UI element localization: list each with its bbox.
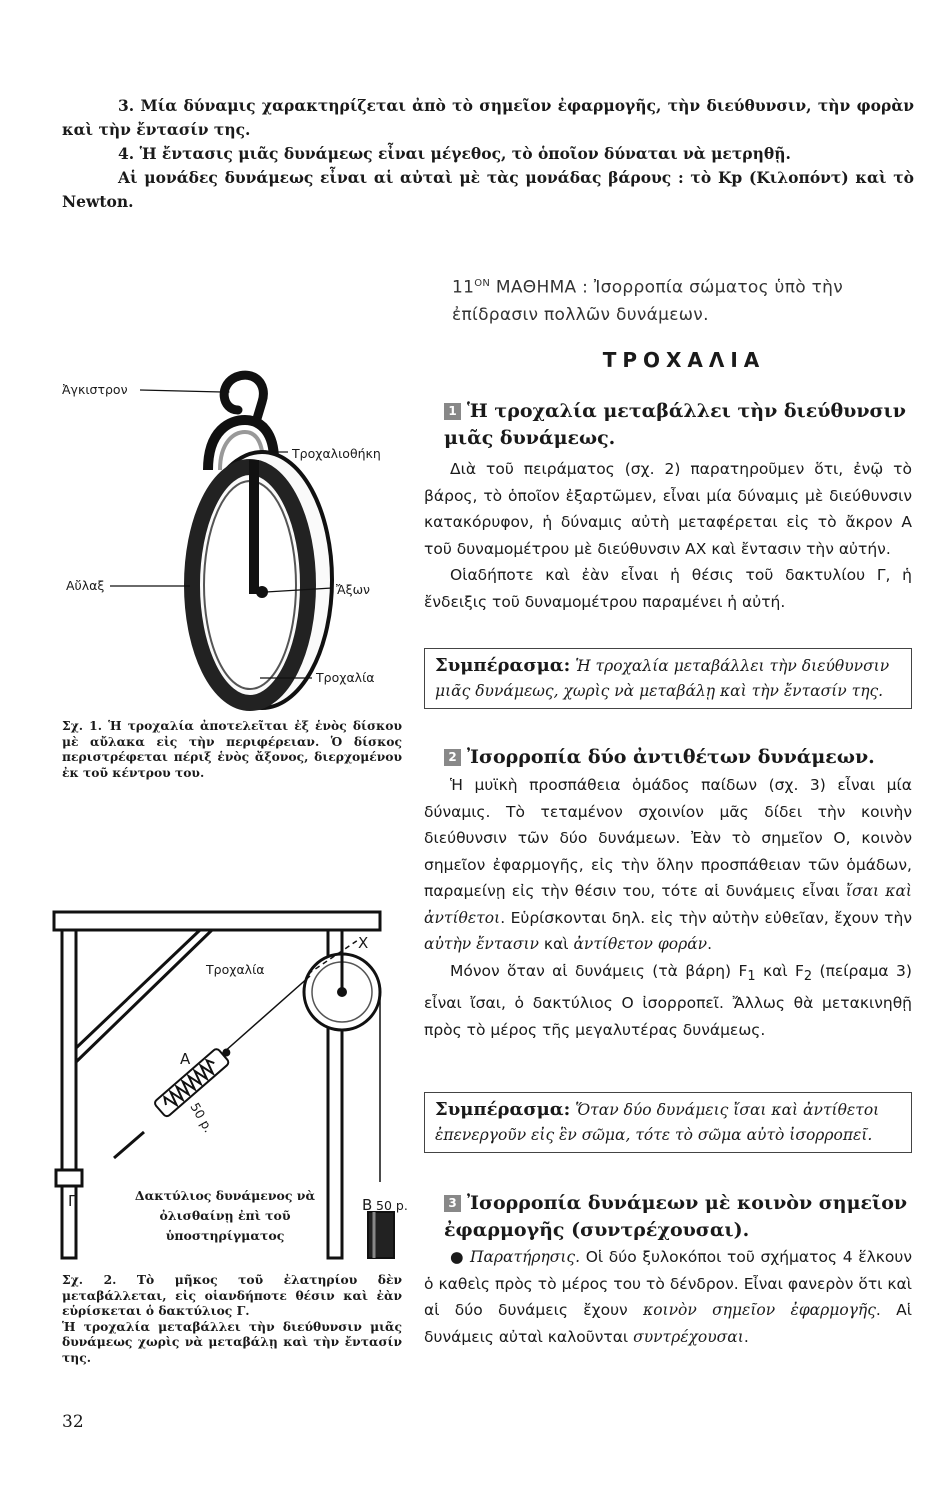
conclusion-box-1 [424,648,912,709]
section-1-para-2: Οἱαδήποτε καὶ ἐὰν εἶναι ἡ θέσις τοῦ δακτυλίου Γ, ἡ ἔνδειξις τοῦ δυναμομέτρου παραμένει ἡ αὐτή. [424,566,912,611]
bullet-icon: ● [450,1248,465,1266]
figure-1-pulley-drawing [40,360,410,720]
section-3-body [424,1244,912,1350]
section-2-title: Ἰσορροπία δύο ἀντιθέτων δυνάμεων. [467,746,875,768]
conclusion-text: Ὅταν δύο δυνάμεις ἴσαι καὶ ἀντίθετοι ἐπενεργοῦν εἰς ἓν σῶμα, τότε τὸ σῶμα αὐτὸ ἰσορροπεῖ. [435,1101,880,1144]
label-reading: 50 p. [187,1099,217,1136]
label-x: Χ [358,934,369,952]
label-weight: 50 p. [376,1198,408,1213]
section-3-title: Ἰσορροπία δυνάμεων μὲ κοινὸν σημεῖον ἐφαρμογῆς (συντρέχουσαι). [444,1192,908,1241]
section-number-badge: 1 [444,403,461,420]
section-2-body [424,772,912,1043]
section-number-badge: 2 [444,749,461,766]
units-paragraph: Αἱ μονάδες δυνάμεως εἶναι αἱ αὐταὶ μὲ τὰς μονάδας βάρους : τὸ Kp (Κιλοπόντ) καὶ τὸ Newton. [62,168,914,211]
section-number-badge: 3 [444,1195,461,1212]
section-2-para-1: Ἡ μυϊκὴ προσπάθεια ὁμάδος παίδων (σχ. 3) εἶναι μία δύναμις. Τὸ τεταμένον σχοινίον μᾶς δίδει τὴν κοινὴν διεύθυνσιν τῶν δύο δυνάμεων. Ἐὰν τὸ σημεῖον Ο, κοινὸν σημεῖον ἐφαρμογῆς, εἰς τὴν ὅλην προσπάθειαν τῶν ὁμάδων, παραμείνῃ εἰς τὴν θέσιν του, τότε αἱ δυνάμεις εἶναι ἴσαι καὶ ἀντίθετοι. Εὑρίσκονται δηλ. εἰς τὴν αὐτὴν εὐθεῖαν, ἔχουν τὴν αὐτὴν ἔντασιν καὶ ἀντίθετον φοράν. [424,776,912,953]
figure-2-caption [62,1272,402,1365]
label-hook: Ἀγκιστρον [62,382,128,397]
label-ring: Δακτύλιος δυνάμενος νὰ ὀλισθαίνῃ ἐπὶ τοῦ ὑποστηρίγματος [134,1188,316,1243]
label-groove: Αὔλαξ [66,578,105,593]
point-4: 4. Ἡ ἔντασις μιᾶς δυνάμεως εἶναι μέγεθος, τὸ ὁποῖον δύναται νὰ μετρηθῇ. [118,144,791,163]
label-b: Β [362,1196,373,1214]
label-pulley: Τροχαλία [316,670,375,685]
section-3-para: ● Παρατήρησις. Οἱ δύο ξυλοκόποι τοῦ σχήματος 4 ἕλκουν ὁ καθεὶς πρὸς τὸ μέρος του τὸ δένδρον. Εἶναι φανερὸν ὅτι καὶ αἱ δύο δυνάμεις ἔχουν κοινὸν σημεῖον ἐφαρμογῆς. Αἱ δυνάμεις αὐταὶ καλοῦνται συντρέχουσαι. [424,1248,913,1346]
conclusion-label: Συμπέρασμα: [435,655,571,676]
figure-1-caption: Σχ. 1. Ἡ τροχαλία ἀποτελεῖται ἐξ ἑνὸς δίσκου μὲ αὔλακα εἰς τὴν περιφέρειαν. Ὁ δίσκος περιστρέφεται πέριξ ἑνὸς ἄξονος, διερχομένου ἐκ τοῦ κέντρου του. [62,718,402,780]
lesson-title: ΜΑΘΗΜΑ : Ἰσορροπία σώματος ὑπὸ τὴν ἐπίδρασιν πολλῶν δυνάμεων. [452,277,844,325]
section-1-heading [444,398,912,452]
section-1-body [424,456,912,615]
section-3-heading [444,1190,912,1244]
lesson-number: 11 [452,277,475,298]
label-g: Γ [68,1192,77,1210]
label-housing: Τροχαλιοθήκη [292,446,381,461]
conclusion-label: Συμπέρασμα: [435,1099,571,1120]
point-3: 3. Μία δύναμις χαρακτηρίζεται ἀπὸ τὸ σημεῖον ἐφαρμογῆς, τὴν διεύθυνσιν, τὴν φορὰν καὶ τὴν ἔντασίν της. [62,96,914,139]
top-block [62,94,914,214]
section-1-title: Ἡ τροχαλία μεταβάλλει τὴν διεύθυνσιν μιᾶς δυνάμεως. [444,400,906,449]
figure-2-caption-2: Ἡ τροχαλία μεταβάλλει τὴν διεύθυνσιν μιᾶς δυνάμεως χωρὶς νὰ μεταβάλῃ καὶ τὴν ἔντασίν της. [62,1318,402,1365]
label-axle: Ἄξων [336,582,371,597]
page-number: 32 [62,1412,84,1432]
section-title: ΤΡΟΧΑΛΙΑ [602,348,766,372]
section-2-heading [444,744,912,771]
label-a: Α [180,1050,191,1068]
conclusion-text: Ἡ τροχαλία μεταβάλλει τὴν διεύθυνσιν μιᾶς δυνάμεως, χωρὶς νὰ μεταβάλῃ καὶ τὴν ἔντασίν της. [435,657,890,700]
label-pulley-2: Τροχαλία [206,962,265,977]
lesson-heading [452,270,912,329]
figure-2-caption-1: Σχ. 2. Τὸ μῆκος τοῦ ἐλατηρίου δὲν μεταβάλλεται, εἰς οἱανδήποτε θέσιν καὶ ἐὰν εὑρίσκεται ὁ δακτύλιος Γ. [62,1272,402,1318]
section-2-para-2: Μόνον ὅταν αἱ δυνάμεις (τὰ βάρη) $F_1$ καὶ $F_2$ (πείραμα 3) εἶναι ἴσαι, ὁ δακτύλιος Ο ἰσορροπεῖ. Ἄλλως θὰ μετακινηθῇ πρὸς τὸ μέρος τῆς μεγαλυτέρας δυνάμεως. [424,961,912,1039]
section-1-para-1: Διὰ τοῦ πειράματος (σχ. 2) παρατηροῦμεν ὅτι, ἐνῷ τὸ βάρος, τὸ ὁποῖον ἐξαρτῶμεν, εἶναι μία δύναμις μὲ διεύθυνσιν κατακόρυφον, ἡ δύναμις αὐτὴ μεταφέρεται εἰς τὸ ἄκρον Α τοῦ δυναμομέτρου μὲ διεύθυνσιν ΑΧ καὶ ἔντασιν τὴν αὐτήν. [424,460,912,558]
conclusion-box-2 [424,1092,912,1153]
lesson-number-suffix: ΟΝ [474,278,491,289]
